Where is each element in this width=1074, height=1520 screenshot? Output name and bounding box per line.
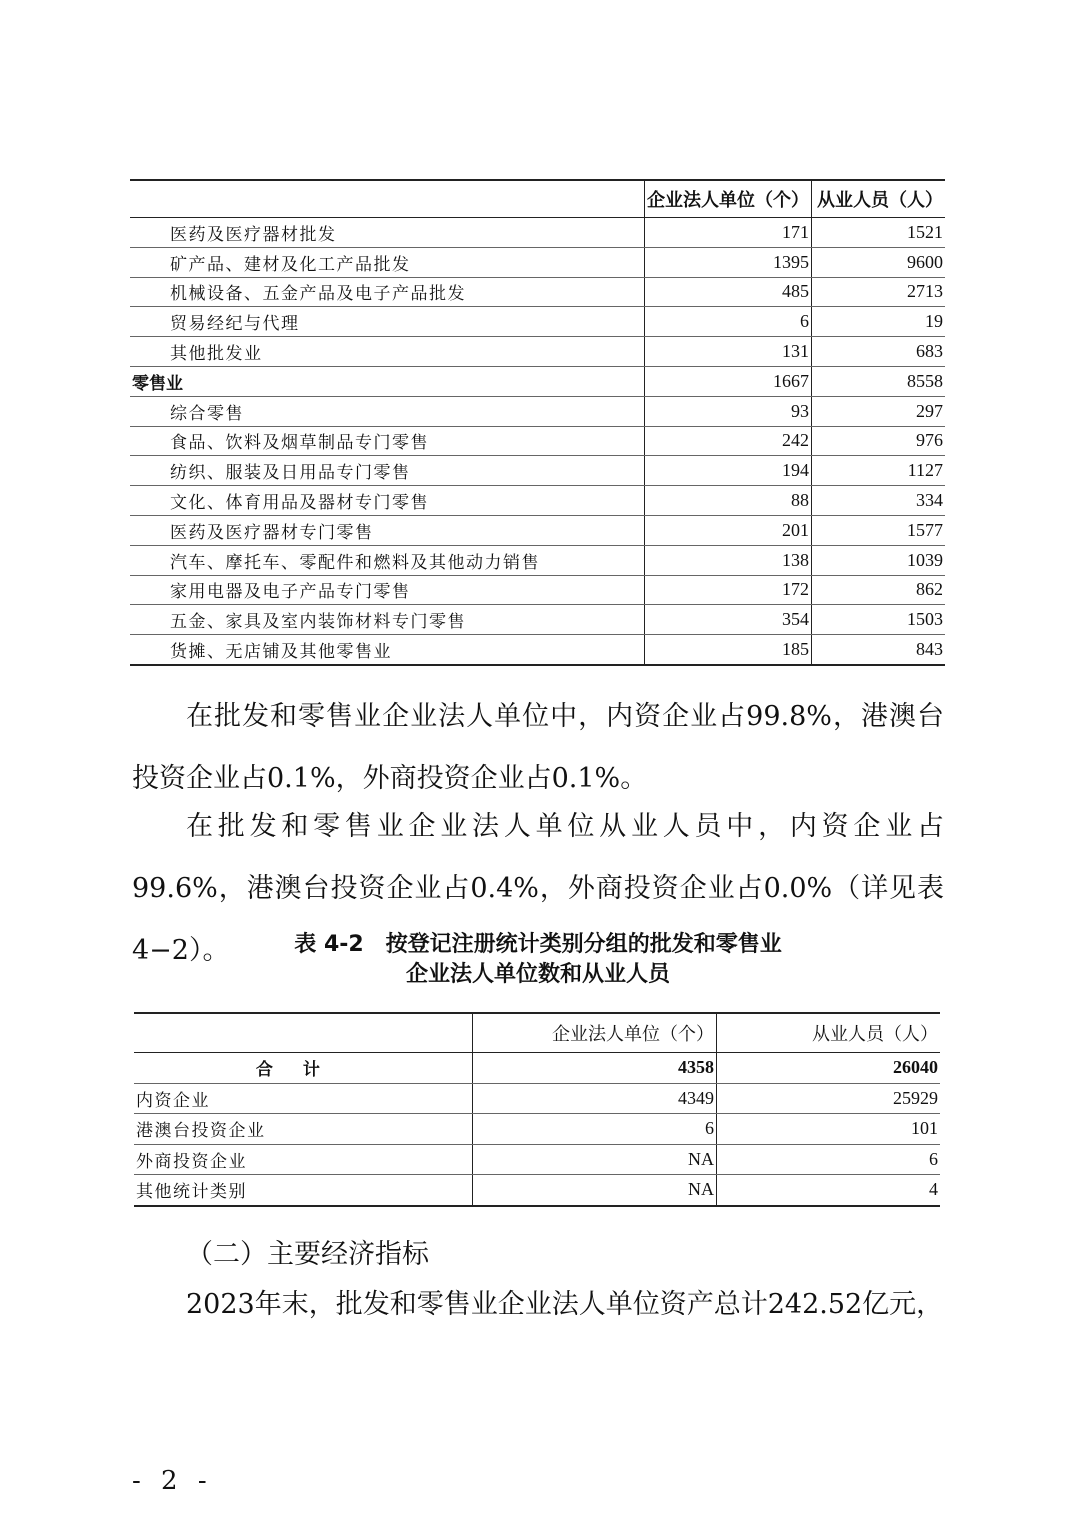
row-staff: 297 <box>812 396 945 426</box>
row-staff: 6 <box>716 1144 940 1175</box>
table-row-total <box>134 1053 940 1084</box>
table-header-row <box>134 1013 940 1053</box>
total-label: 合计 <box>134 1053 472 1084</box>
row-staff: 843 <box>812 635 945 665</box>
row-label: 矿产品、建材及化工产品批发 <box>130 247 645 277</box>
row-staff: 25929 <box>716 1083 940 1114</box>
row-staff: 976 <box>812 426 945 456</box>
row-units: 4349 <box>472 1083 716 1114</box>
row-units: 88 <box>645 486 812 516</box>
table-row <box>130 575 945 605</box>
header-cell-staff: 从业人员（人） <box>812 180 945 218</box>
row-units: 185 <box>645 635 812 665</box>
table-row <box>130 307 945 337</box>
table-row <box>130 635 945 665</box>
row-staff: 1127 <box>812 456 945 486</box>
row-staff: 683 <box>812 337 945 367</box>
table-row <box>130 486 945 516</box>
header-cell-category <box>134 1013 472 1053</box>
row-label: 家用电器及电子产品专门零售 <box>130 575 645 605</box>
table-row <box>134 1175 940 1206</box>
row-label: 外商投资企业 <box>134 1144 472 1175</box>
table-row <box>130 247 945 277</box>
row-label: 其他统计类别 <box>136 1182 247 1203</box>
row-label: 医药及医疗器材批发 <box>130 218 645 248</box>
row-staff: 4 <box>716 1175 940 1206</box>
header-cell-staff: 从业人员（人） <box>716 1013 940 1053</box>
row-units: 131 <box>645 337 812 367</box>
paragraph-units-share: 在批发和零售业企业法人单位中，内资企业占99.8%，港澳台投资企业占0.1%，外商投资企业占0.1%。 <box>132 701 944 794</box>
row-units: 171 <box>645 218 812 248</box>
row-staff: 1521 <box>812 218 945 248</box>
row-units: NA <box>472 1144 716 1175</box>
row-label: 内资企业 <box>134 1083 472 1114</box>
table-row <box>130 366 945 396</box>
row-units: NA <box>472 1175 716 1206</box>
row-units: 138 <box>645 545 812 575</box>
total-units: 4358 <box>472 1053 716 1084</box>
header-cell-units: 企业法人单位（个） <box>645 180 812 218</box>
row-label: 食品、饮料及烟草制品专门零售 <box>130 426 645 456</box>
caption-line-2: 企业法人单位数和从业人员 <box>405 962 670 987</box>
table-row <box>130 396 945 426</box>
header-cell-units: 企业法人单位（个） <box>472 1013 716 1053</box>
row-label: 机械设备、五金产品及电子产品批发 <box>130 277 645 307</box>
row-units: 6 <box>472 1114 716 1145</box>
row-units: 354 <box>645 605 812 635</box>
section-heading: （二）主要经济指标 <box>186 1239 429 1270</box>
row-staff: 2713 <box>812 277 945 307</box>
row-label: 汽车、摩托车、零配件和燃料及其他动力销售 <box>130 545 645 575</box>
row-label: 贸易经纪与代理 <box>130 307 645 337</box>
row-units: 201 <box>645 515 812 545</box>
row-label: 零售业 <box>130 366 645 396</box>
total-staff: 26040 <box>716 1053 940 1084</box>
row-units: 194 <box>645 456 812 486</box>
row-label: 港澳台投资企业 <box>134 1114 472 1145</box>
row-label: 五金、家具及室内装饰材料专门零售 <box>130 605 645 635</box>
row-staff: 862 <box>812 575 945 605</box>
table-caption <box>132 930 944 990</box>
row-staff: 9600 <box>812 247 945 277</box>
row-units: 485 <box>645 277 812 307</box>
row-units: 93 <box>645 396 812 426</box>
row-label: 纺织、服装及日用品专门零售 <box>130 456 645 486</box>
paragraph-assets: 2023年末，批发和零售业企业法人单位资产总计242.52亿元， <box>186 1289 944 1320</box>
row-label: 文化、体育用品及器材专门零售 <box>130 486 645 516</box>
row-label: 综合零售 <box>130 396 645 426</box>
table-row <box>134 1083 940 1114</box>
table-row <box>130 218 945 248</box>
row-staff: 1039 <box>812 545 945 575</box>
row-units: 242 <box>645 426 812 456</box>
page-number: - 2 - <box>132 1466 213 1496</box>
row-staff: 19 <box>812 307 945 337</box>
row-label: 货摊、无店铺及其他零售业 <box>170 642 392 663</box>
industry-table <box>130 179 945 666</box>
table-row <box>134 1114 940 1145</box>
row-units: 1667 <box>645 366 812 396</box>
row-staff: 1577 <box>812 515 945 545</box>
row-units: 6 <box>645 307 812 337</box>
table-row <box>130 605 945 635</box>
table-header-row <box>130 180 945 218</box>
table-row <box>134 1144 940 1175</box>
table-row <box>130 426 945 456</box>
row-staff: 1503 <box>812 605 945 635</box>
table-row <box>130 456 945 486</box>
row-label: 其他批发业 <box>130 337 645 367</box>
row-staff: 8558 <box>812 366 945 396</box>
table-row <box>130 545 945 575</box>
paragraph-staff-share: 在批发和零售业企业法人单位从业人员中，内资企业占99.6%，港澳台投资企业占0.4%，外商投资企业占0.0%（详见表4−2）。 <box>132 811 944 966</box>
row-label: 医药及医疗器材专门零售 <box>130 515 645 545</box>
row-units: 1395 <box>645 247 812 277</box>
table-row <box>130 277 945 307</box>
row-staff: 334 <box>812 486 945 516</box>
table-row <box>130 337 945 367</box>
row-staff: 101 <box>716 1114 940 1145</box>
registration-type-table <box>134 1012 940 1207</box>
caption-line-1: 表 4-2 按登记注册统计类别分组的批发和零售业 <box>294 932 782 957</box>
row-units: 172 <box>645 575 812 605</box>
table-row <box>130 515 945 545</box>
header-cell-category <box>130 180 645 218</box>
